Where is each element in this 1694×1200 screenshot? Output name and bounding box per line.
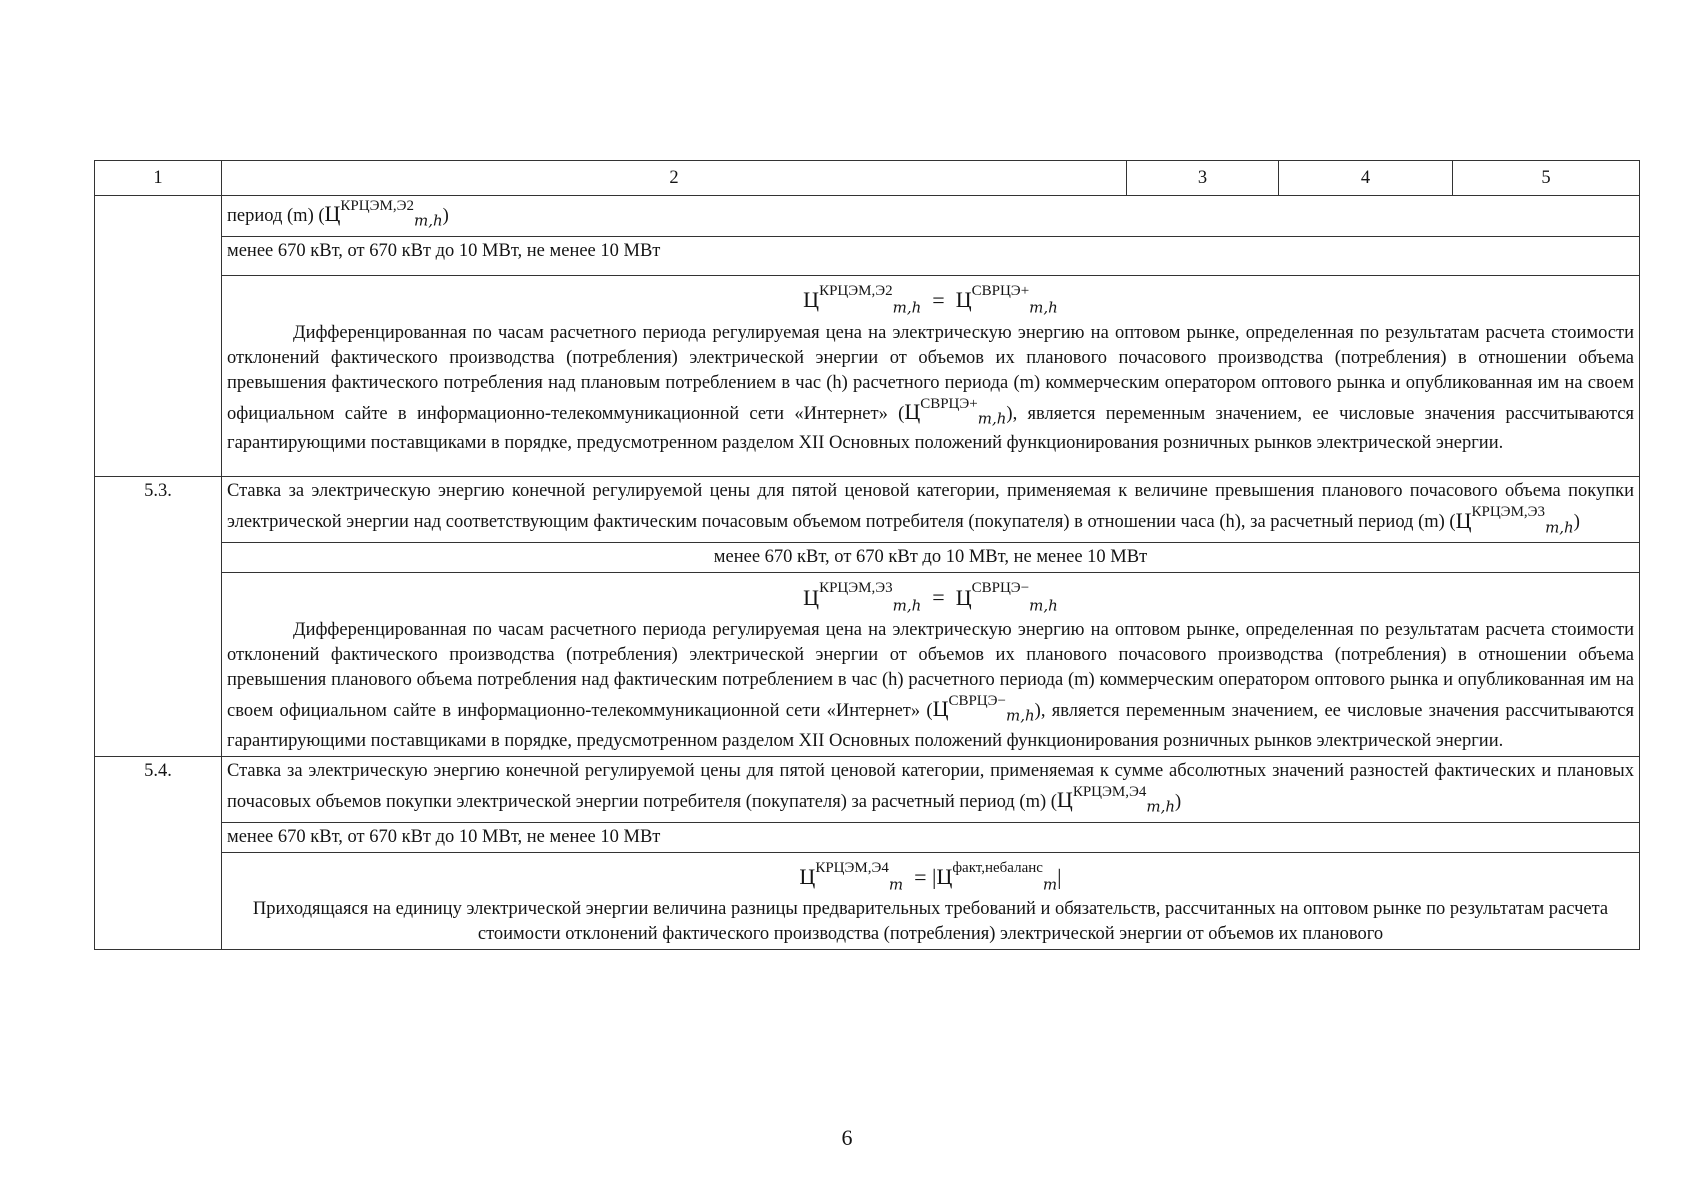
row-5-3-formula	[1455, 504, 1574, 537]
table-row	[95, 196, 1640, 237]
table-row	[95, 573, 1640, 757]
formula-sup: КРЦЭМ,Э3	[819, 580, 893, 597]
table-row	[95, 543, 1640, 573]
table-row	[95, 822, 1640, 852]
price-symbol: Ц	[324, 201, 341, 227]
row-5-3-desc: Ставка за электрическую энергию конечной регулируемой цены для пятой ценовой категории, применяемая к величине превышения планового почасового объема покупки электрической энергии над соответствующим фактическим почасовым объемом потребителя (покупателя) в отношении часа (h), за расчетный период (m) (	[227, 481, 1634, 533]
row-5-4-formula	[1056, 783, 1176, 816]
header-col-1: 1	[95, 161, 222, 196]
header-col-3: 3	[1127, 161, 1279, 196]
formula-sub: m,h	[1006, 706, 1035, 725]
desc2-formula	[932, 692, 1035, 725]
formula-sup: КРЦЭМ,Э4	[815, 859, 889, 876]
price-symbol: Ц	[1056, 786, 1073, 812]
price-symbol: Ц	[955, 287, 972, 313]
row-5-3-end: )	[1573, 512, 1580, 533]
price-symbol: Ц	[1455, 507, 1472, 533]
table-row	[95, 477, 1640, 543]
table-row	[95, 852, 1640, 950]
prev-tail-cell	[222, 196, 1640, 237]
row-5-3-power: менее 670 кВт, от 670 кВт до 10 МВт, не менее 10 МВт	[222, 543, 1640, 573]
formula-sup: КРЦЭМ,Э4	[1072, 783, 1147, 800]
prev-tail-end: )	[442, 206, 449, 227]
row-5-4-end: )	[1175, 791, 1182, 812]
table-row	[95, 236, 1640, 275]
formula-sub: m,h	[977, 409, 1007, 428]
prev-tail-formula	[324, 198, 443, 230]
row-number-cell	[95, 196, 222, 477]
price-symbol: Ц	[955, 584, 972, 610]
price-table	[94, 160, 1640, 950]
formula-sub: m,h	[413, 211, 443, 230]
row-5-4-desc: Ставка за электрическую энергию конечной регулируемой цены для пятой ценовой категории, применяемая к сумме абсолютных значений разностей фактических и плановых почасовых объемов покупки электрической энергии потребителя (покупателя) за расчетный период (m) (	[227, 760, 1634, 812]
row-number-5-3: 5.3.	[95, 477, 222, 756]
price-symbol: Ц	[803, 584, 820, 610]
formula-sup: факт,небаланс	[952, 859, 1043, 876]
price-symbol: Ц	[936, 863, 953, 889]
table-row	[95, 275, 1640, 477]
desc2-text	[227, 618, 1634, 754]
desc1-formula	[904, 395, 1007, 428]
formula-sup: СВРЦЭ−	[948, 692, 1006, 709]
header-col-4: 4	[1279, 161, 1453, 196]
row-5-3-text	[222, 477, 1640, 543]
price-symbol: Ц	[932, 696, 949, 722]
formula-sub: m	[888, 875, 904, 894]
header-row	[95, 161, 1640, 196]
formula-sub: m,h	[1146, 797, 1176, 816]
formula-sub: m	[1042, 875, 1058, 894]
row-number-5-4: 5.4.	[95, 756, 222, 950]
formula-sup: СВРЦЭ+	[920, 395, 978, 412]
price-symbol: Ц	[803, 287, 820, 313]
formula-sub: m,h	[892, 595, 922, 614]
desc1-part-b: ), является переменным значением, ее числовые значения рассчитываются гарантирующими поставщиками в порядке, предусмотренном разделом XII Основных положений функционирования розничных рынков электрической энергии.	[227, 403, 1634, 454]
row-5-4-text	[222, 756, 1640, 822]
desc3-text: Приходящаяся на единицу электрической энергии величина разницы предварительных требований и обязательств, рассчитанных на оптовом рынке по результатам расчета стоимости отклонений фактического производства (потребления) электрической энергии от объемов их планового	[252, 899, 1609, 945]
formula-sub: m,h	[1029, 298, 1058, 317]
row-5-4-power: менее 670 кВт, от 670 кВт до 10 МВт, не менее 10 МВт	[222, 822, 1640, 852]
desc2-part-b: ), является переменным значением, ее числовые значения рассчитываются гарантирующими поставщиками в порядке, предусмотренном разделом XII Основных положений функционирования розничных рынков электрической энергии.	[227, 701, 1634, 751]
table-row	[95, 756, 1640, 822]
page-number: 6	[841, 1125, 853, 1150]
formula-sub: m,h	[892, 298, 922, 317]
formula-3: $Ц^{КРЦЭМ,Э4}_m = |Ц^{факт,небаланс}_m|$	[799, 859, 1062, 894]
formula-sup: КРЦЭМ,Э2	[340, 198, 414, 214]
formula-sup: СВРЦЭ+	[971, 282, 1030, 299]
formula-2: $Ц^{КРЦЭМ,Э3}_{m,h} = Ц^{СВРЦЭ-}_{m,h}$	[803, 580, 1058, 614]
formula-sup: КРЦЭМ,Э2	[819, 282, 893, 299]
desc1-text	[227, 321, 1634, 457]
formula-sup: КРЦЭМ,Э3	[1471, 504, 1546, 521]
price-symbol: Ц	[904, 398, 921, 424]
desc1-cell	[222, 275, 1640, 477]
desc1-part-a: Дифференцированная по часам расчетного периода регулируемая цена на электрическую энергию на оптовом рынке, определенная по результатам расчета стоимости отклонений фактического производства (потребления) электрической энергии от объемов их планового почасового производства (потребления) в отношении объема превышения фактического потребления над плановым потреблением в час (h) расчетного периода (m) коммерческим оператором оптового рынка и опубликованная им на своем официальном сайте в информационно-телекоммуникационной сети «Интернет» (	[227, 322, 1634, 424]
price-symbol: Ц	[799, 863, 816, 889]
prev-tail-text: период (m) (	[227, 206, 325, 227]
prev-power-cell: менее 670 кВт, от 670 кВт до 10 МВт, не менее 10 МВт	[222, 236, 1640, 275]
desc2-part-a: Дифференцированная по часам расчетного периода регулируемая цена на электрическую энергию на оптовом рынке, определенная по результатам расчета стоимости отклонений фактического производства (потребления) электрической энергии от объемов их планового почасового производства (потребления) в отношении объема превышения планового объема потребления над фактическим потреблением в час (h) расчетного периода (m) коммерческим оператором оптового рынка и опубликованная им на своем официальном сайте в информационно-телекоммуникационной сети «Интернет» (	[227, 619, 1634, 722]
desc3-cell	[222, 852, 1640, 950]
formula-sub: m,h	[1029, 595, 1058, 614]
formula-1: $Ц^{КРЦЭМ,Э2}_{m,h} = Ц^{СВРЦЭ+}_{m,h}$	[803, 282, 1058, 317]
desc2-cell	[222, 573, 1640, 757]
formula-sup: СВРЦЭ−	[971, 580, 1030, 597]
header-col-2: 2	[222, 161, 1127, 196]
header-col-5: 5	[1453, 161, 1640, 196]
formula-sub: m,h	[1545, 518, 1574, 537]
